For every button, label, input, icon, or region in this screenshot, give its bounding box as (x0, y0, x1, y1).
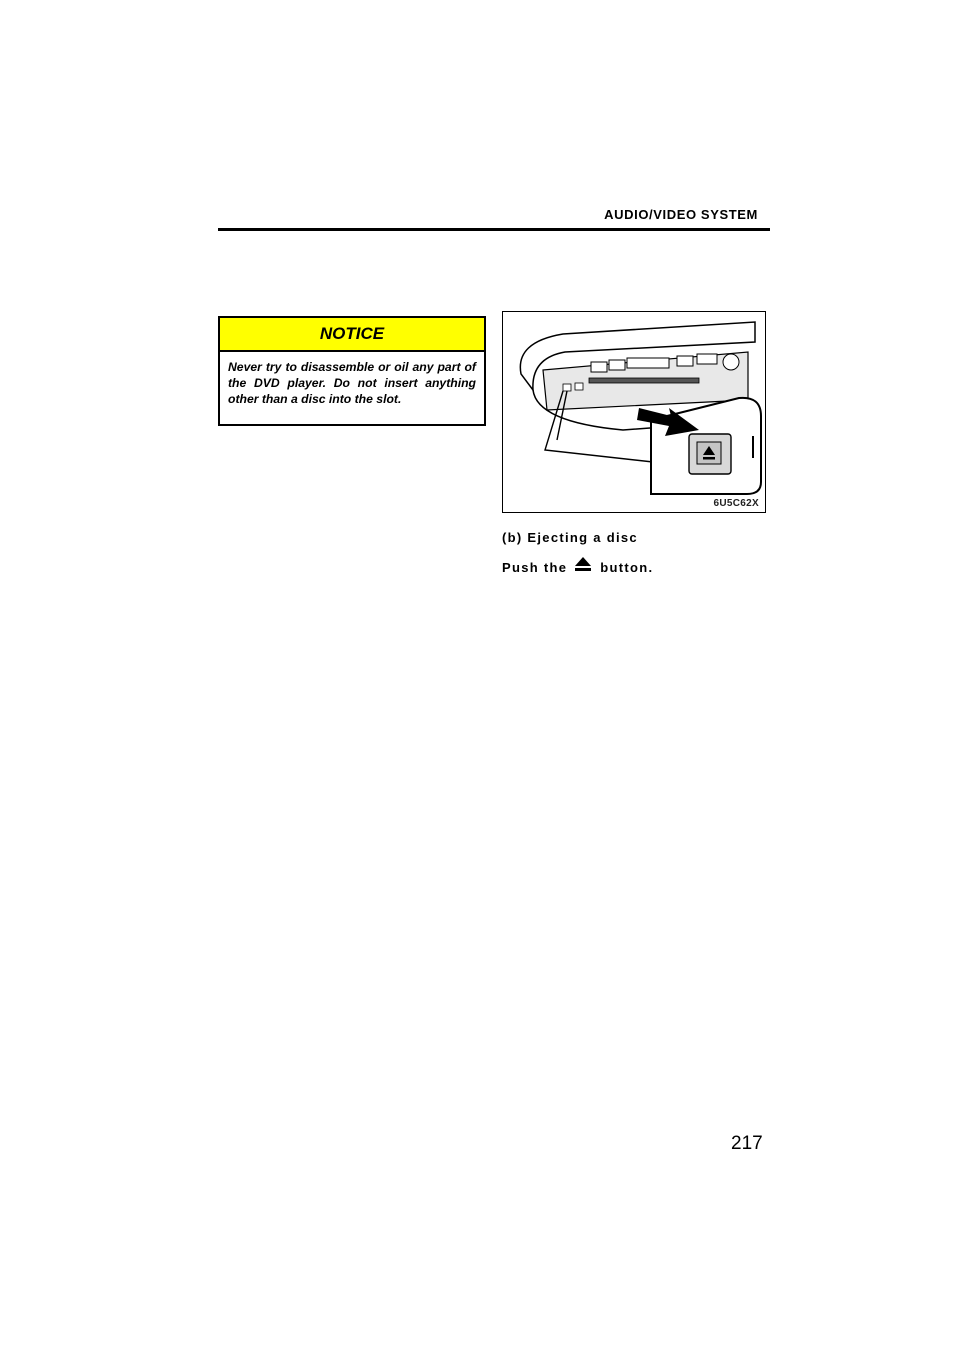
header-rule (218, 228, 770, 231)
instruction-line (502, 556, 653, 575)
dvd-eject-illustration (502, 311, 766, 513)
instruction-before: Push the (502, 560, 568, 575)
notice-body: Never try to disassemble or oil any part of the DVD player. Do not insert anything other than a disc into the slot. (228, 360, 476, 406)
notice-heading: NOTICE (220, 318, 484, 352)
notice-box (218, 316, 486, 426)
instruction-after: button. (600, 560, 654, 575)
figure-code: 6U5C62X (713, 498, 759, 509)
section-title: AUDIO/VIDEO SYSTEM (604, 207, 758, 222)
eject-icon (574, 556, 592, 575)
section-heading: (b) Ejecting a disc (502, 530, 638, 545)
page-number: 217 (731, 1133, 763, 1154)
dvd-player-panel-illustration (503, 312, 765, 512)
